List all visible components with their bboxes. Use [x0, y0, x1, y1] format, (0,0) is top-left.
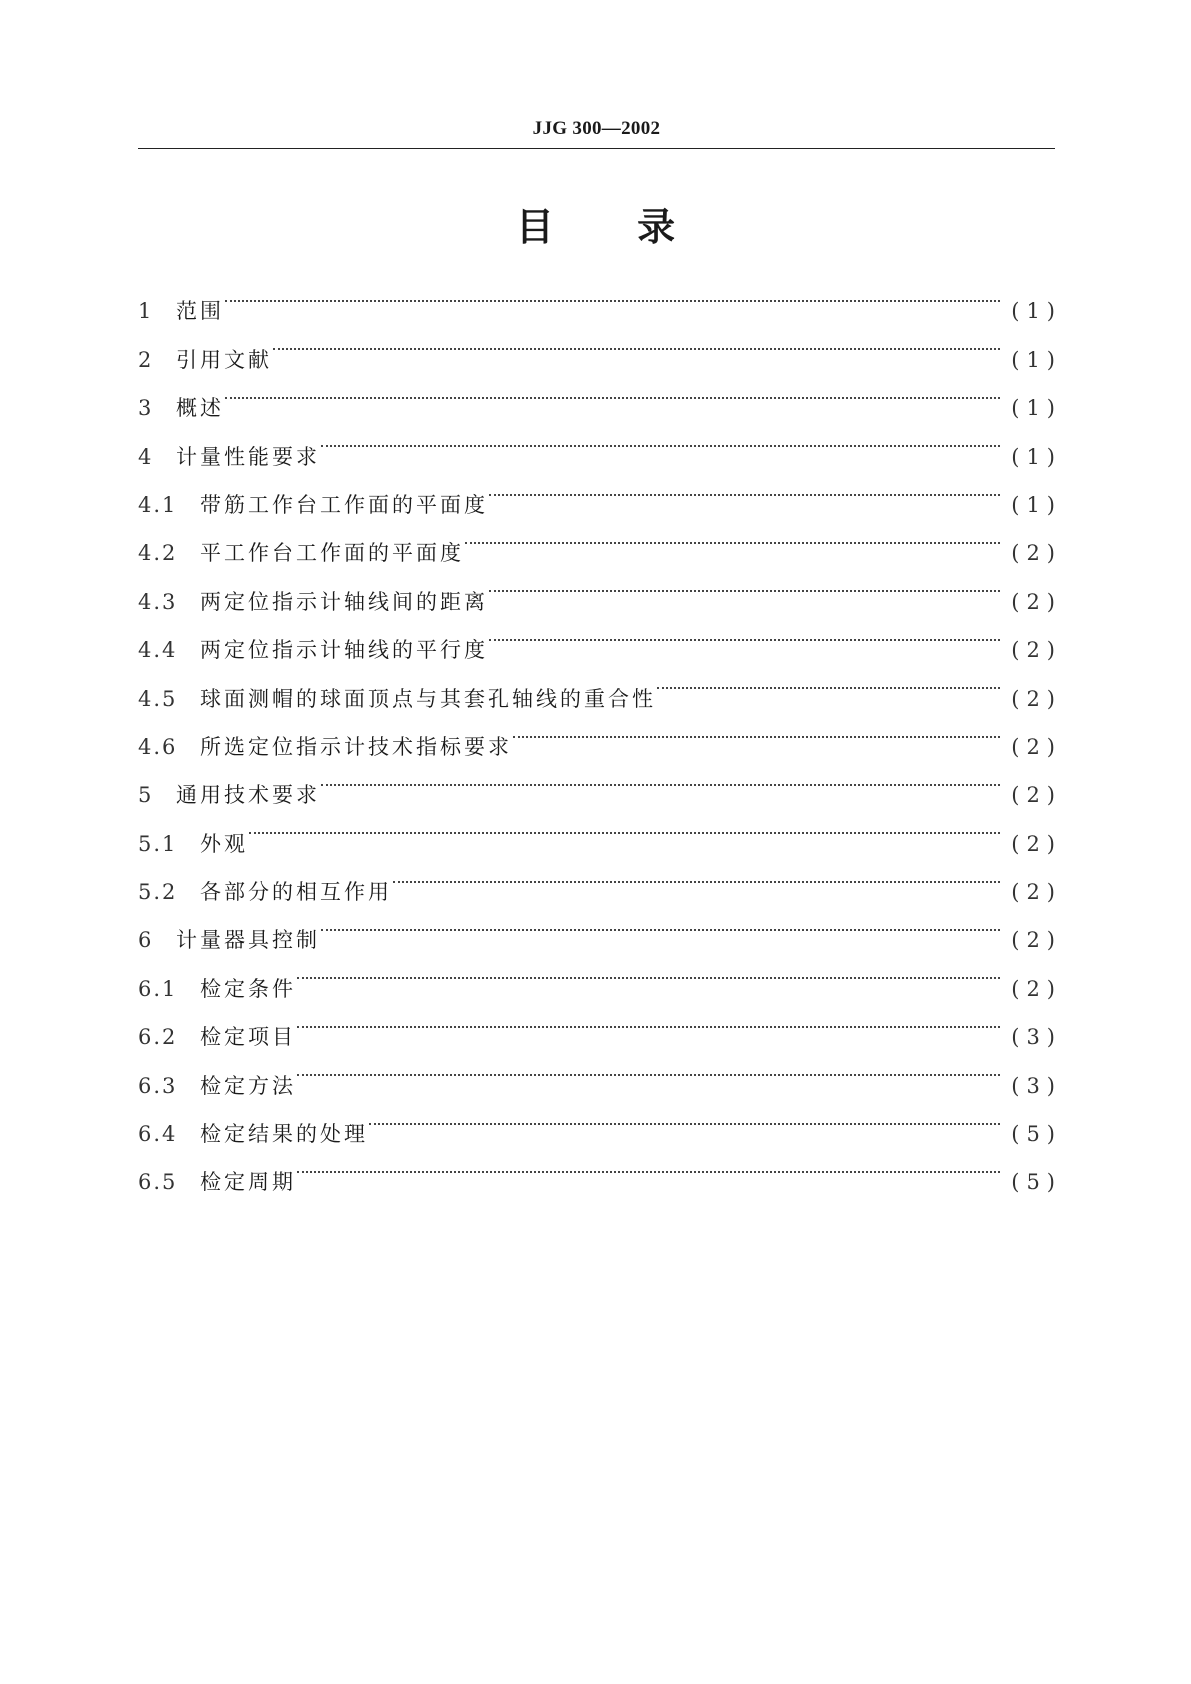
toc-entry-label: 各部分的相互作用: [200, 880, 392, 905]
toc-entry-label: 带筋工作台工作面的平面度: [200, 492, 488, 517]
toc-entry[interactable]: [138, 851, 1062, 905]
toc-entry-page: (1): [1011, 347, 1062, 372]
toc-dot-leader: [321, 899, 1000, 947]
toc-entry-label: 球面测帽的球面顶点与其套孔轴线的重合性: [200, 686, 656, 711]
toc-entry-page: (1): [1011, 396, 1062, 421]
toc-dot-leader: [513, 706, 1000, 754]
toc-dot-leader: [321, 415, 1000, 463]
toc-entry-page: (1): [1011, 299, 1062, 324]
header-rule: [138, 148, 1055, 149]
toc-dot-leader: [297, 1141, 1000, 1189]
toc-entry-number: 2: [138, 347, 154, 372]
toc-entry-page: (3): [1011, 1025, 1062, 1050]
toc-entry-page: (2): [1011, 928, 1062, 953]
toc-dot-leader: [369, 1093, 1000, 1141]
toc-entry-label: 两定位指示计轴线间的距离: [200, 589, 488, 614]
toc-entry-number: 4.4: [138, 638, 178, 663]
toc-entry-page: (2): [1011, 541, 1062, 566]
toc-entry-number: 6.2: [138, 1025, 178, 1050]
toc-entry-page: (2): [1011, 638, 1062, 663]
toc-entry-page: (2): [1011, 880, 1062, 905]
toc-dot-leader: [297, 996, 1000, 1044]
toc-entry-label: 检定结果的处理: [200, 1122, 368, 1147]
toc-entry-page: (3): [1011, 1073, 1062, 1098]
toc-entry-number: 6.1: [138, 976, 178, 1001]
toc-dot-leader: [273, 318, 1000, 366]
toc-entry-number: 4.3: [138, 589, 178, 614]
toc-dot-leader: [297, 947, 1000, 995]
toc-entry-number: 4.1: [138, 492, 178, 517]
toc-dot-leader: [393, 851, 1000, 899]
toc-entry[interactable]: [138, 270, 1062, 324]
toc-entry-number: 5.1: [138, 831, 178, 856]
toc-entry-number: 3: [138, 396, 154, 421]
toc-entry-label: 计量器具控制: [176, 928, 320, 953]
toc-entry-number: 1: [138, 299, 154, 324]
toc-entry-label: 检定方法: [200, 1073, 296, 1098]
toc-entry-page: (1): [1011, 444, 1062, 469]
toc-dot-leader: [657, 657, 1000, 705]
toc-entry-number: 5: [138, 783, 154, 808]
toc-entry-page: (2): [1011, 831, 1062, 856]
toc-entry-label: 范围: [176, 299, 224, 324]
table-of-contents: [138, 270, 1062, 1195]
toc-entry[interactable]: [138, 318, 1062, 372]
toc-entry[interactable]: [138, 802, 1062, 856]
toc-entry-label: 检定条件: [200, 976, 296, 1001]
toc-entry-page: (2): [1011, 589, 1062, 614]
toc-entry[interactable]: [138, 415, 1062, 469]
toc-entry-label: 通用技术要求: [176, 783, 320, 808]
toc-entry-number: 6.5: [138, 1170, 178, 1195]
toc-entry-label: 计量性能要求: [176, 444, 320, 469]
toc-entry-label: 检定周期: [200, 1170, 296, 1195]
toc-entry-page: (2): [1011, 783, 1062, 808]
toc-dot-leader: [465, 512, 1000, 560]
toc-dot-leader: [225, 367, 1000, 415]
toc-entry-page: (2): [1011, 976, 1062, 1001]
toc-entry-number: 6.3: [138, 1073, 178, 1098]
page-title: 目 录: [515, 205, 676, 249]
toc-dot-leader: [321, 754, 1000, 802]
toc-entry-number: 4: [138, 444, 154, 469]
toc-entry-label: 概述: [176, 396, 224, 421]
document-code-header: JJG 300—2002: [532, 118, 661, 139]
toc-dot-leader: [225, 270, 1000, 318]
toc-entry-number: 4.5: [138, 686, 178, 711]
toc-entry[interactable]: [138, 367, 1062, 421]
toc-entry-page: (2): [1011, 734, 1062, 759]
toc-dot-leader: [297, 1044, 1000, 1092]
toc-dot-leader: [489, 609, 1000, 657]
toc-entry-label: 检定项目: [200, 1025, 296, 1050]
toc-entry-number: 4.6: [138, 734, 178, 759]
toc-entry-label: 两定位指示计轴线的平行度: [200, 638, 488, 663]
toc-dot-leader: [489, 464, 1000, 512]
toc-dot-leader: [489, 560, 1000, 608]
toc-entry-label: 外观: [200, 831, 248, 856]
toc-entry-number: 6: [138, 928, 154, 953]
toc-entry-page: (5): [1011, 1170, 1062, 1195]
toc-dot-leader: [249, 802, 1000, 850]
toc-entry-number: 5.2: [138, 880, 178, 905]
toc-entry-page: (5): [1011, 1122, 1062, 1147]
toc-entry-label: 引用文献: [176, 347, 272, 372]
toc-entry-label: 平工作台工作面的平面度: [200, 541, 464, 566]
toc-entry-number: 6.4: [138, 1122, 178, 1147]
toc-entry-page: (2): [1011, 686, 1062, 711]
toc-entry-label: 所选定位指示计技术指标要求: [200, 734, 512, 759]
toc-entry-number: 4.2: [138, 541, 178, 566]
toc-entry-page: (1): [1011, 492, 1062, 517]
